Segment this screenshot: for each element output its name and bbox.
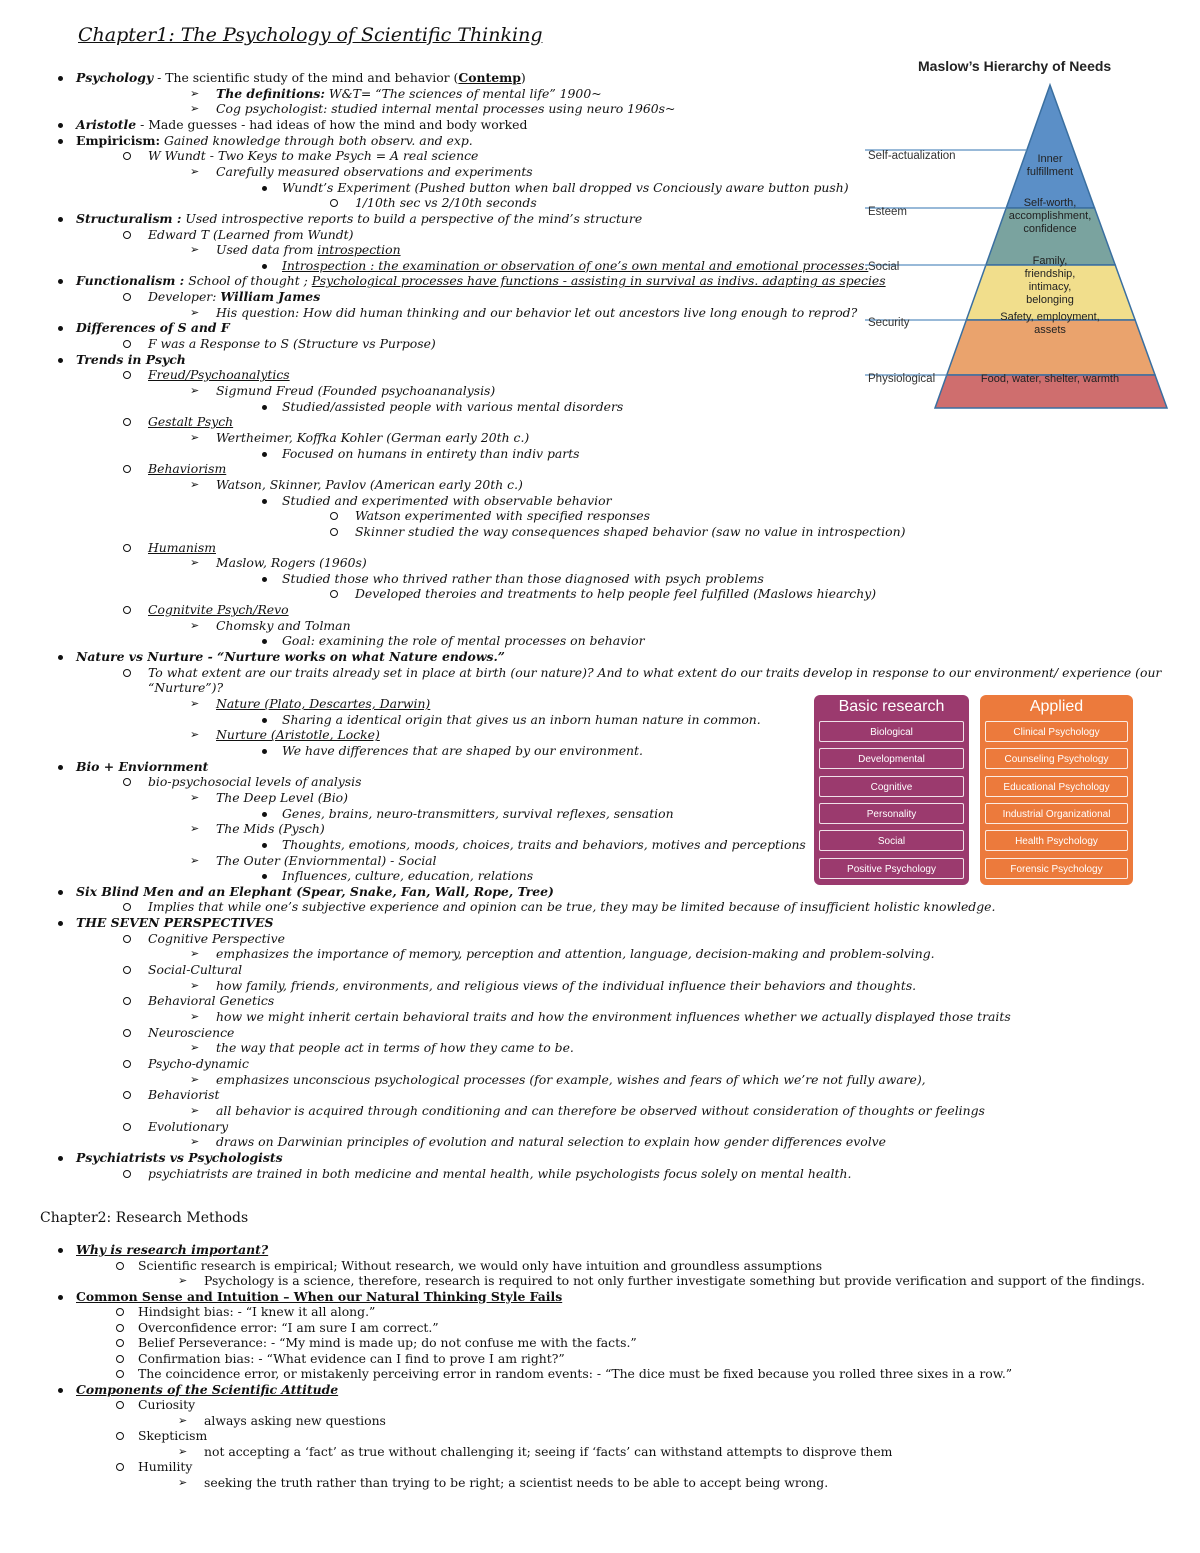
- maslow-level-name: Social: [868, 261, 900, 273]
- note-text-part: introspection: [317, 242, 401, 258]
- note-text: [282, 446, 580, 462]
- note-text: [138, 1335, 637, 1351]
- applied-research-item: Clinical Psychology: [985, 721, 1128, 742]
- applied-research-box: [980, 695, 1133, 885]
- note-text: [148, 289, 320, 305]
- note-text: [216, 164, 533, 180]
- note-text: [76, 1150, 283, 1166]
- note-text: [216, 1134, 886, 1150]
- bullet-arrow-icon: ➢: [190, 822, 200, 836]
- note-text-part: Developer:: [148, 289, 221, 305]
- note-text: [355, 586, 876, 602]
- note-text-part: Sigmund Freud (Founded psychoananalysis): [216, 383, 496, 398]
- note-text: [282, 712, 761, 728]
- note-text-part: F was a Response to S (Structure vs Purpose): [148, 336, 436, 352]
- note-text: [138, 1428, 207, 1444]
- note-text: [148, 336, 436, 352]
- note-text: [148, 367, 290, 383]
- note-text: [76, 273, 886, 289]
- note-text-part: Nature vs Nurture - “Nurture works on what Nature endows.”: [76, 649, 505, 665]
- note-text-part: Confirmation bias: - “What evidence can I find to prove I am right?”: [138, 1350, 565, 1366]
- note-text: [138, 1351, 565, 1367]
- note-text: [148, 680, 223, 696]
- note-text-part: emphasizes the importance of memory, perception and attention, language, decision-making and problem-solving.: [216, 946, 935, 962]
- note-text-part: Chomsky and Tolman: [216, 617, 351, 633]
- note-text: [216, 978, 916, 994]
- note-text: [282, 493, 612, 509]
- maslow-level-description: Inner fulfillment: [1026, 153, 1074, 178]
- note-text-part: THE SEVEN PERSPECTIVES: [76, 915, 274, 931]
- note-text: [138, 1304, 375, 1320]
- note-text: [204, 1273, 1145, 1289]
- bullet-arrow-icon: ➢: [190, 978, 200, 992]
- bullet-arrow-icon: ➢: [190, 728, 200, 742]
- bullet-arrow-icon: ➢: [190, 1103, 200, 1117]
- basic-research-title: Basic research: [838, 698, 945, 715]
- note-text-part: Evolutionary: [148, 1118, 229, 1134]
- note-text: [355, 524, 905, 540]
- bullet-arrow-icon: ➢: [190, 384, 200, 397]
- note-text: [138, 1258, 822, 1274]
- bullet-arrow-icon: ➢: [178, 1444, 188, 1458]
- bullet-arrow-icon: ➢: [190, 430, 200, 444]
- note-text: [216, 1009, 1011, 1025]
- chapter1-title: Chapter1: The Psychology of Scientific Thinking: [78, 24, 543, 46]
- note-text-part: Studied and experimented with observable behavior: [282, 492, 612, 508]
- applied-research-title: Applied: [1029, 698, 1084, 715]
- note-text: [148, 602, 289, 618]
- note-text-part: Skinner studied the way consequences shaped behavior (saw no value in introspection): [355, 523, 906, 539]
- note-text-part: Nature (Plato, Descartes, Darwin): [216, 696, 431, 711]
- note-text: [282, 806, 674, 822]
- note-text: [148, 461, 226, 477]
- note-text-part: Studied those who thrived rather than those diagnosed with psych problems: [282, 570, 764, 586]
- note-text: [76, 211, 642, 227]
- bullet-arrow-icon: ➢: [190, 86, 200, 100]
- note-text-part: Nurture (Aristotle, Locke): [216, 727, 380, 743]
- note-text-part: The Outer (Enviornmental) - Social: [216, 852, 437, 868]
- note-text: [204, 1444, 892, 1460]
- note-text: [76, 1382, 338, 1398]
- note-text: [216, 430, 529, 446]
- note-text: [216, 1040, 574, 1056]
- note-text-part: Studied/assisted people with various mental disorders: [282, 398, 624, 414]
- note-text: [355, 195, 537, 211]
- note-text: [216, 1072, 926, 1088]
- note-text-part: Wundt’s Experiment (Pushed button when ball dropped vs Conciously aware button push): [282, 179, 849, 195]
- note-text-part: Empiricism:: [76, 132, 161, 148]
- note-text-part: Focused on humans in entirety than indiv parts: [282, 445, 580, 461]
- note-text: [282, 258, 868, 274]
- bullet-arrow-icon: ➢: [190, 697, 200, 710]
- note-text: [76, 649, 505, 665]
- note-text-part: Behaviorist: [148, 1087, 220, 1103]
- note-text-part: ): [520, 70, 526, 85]
- note-text-part: Neuroscience: [148, 1024, 235, 1040]
- note-text-part: Watson experimented with specified responses: [355, 508, 650, 524]
- note-text-part: Aristotle: [76, 116, 137, 132]
- note-text-part: - Made guesses - had ideas of how the mind and body worked: [136, 116, 528, 132]
- note-text-part: Behaviorism: [148, 461, 227, 477]
- note-text: [216, 242, 401, 258]
- note-text-part: His question: How did human thinking and our behavior let out ancestors live long enough to reprod?: [216, 304, 858, 320]
- bullet-arrow-icon: ➢: [190, 305, 200, 319]
- note-text-part: Goal: examining the role of mental processes on behavior: [282, 633, 645, 649]
- basic-research-item: Social: [819, 830, 964, 851]
- note-text-part: Humanism: [148, 539, 216, 555]
- note-text: [76, 133, 473, 149]
- note-text-part: Edward T (Learned from Wundt): [148, 226, 354, 242]
- note-text-part: W Wundt - Two Keys to make Psych = A real science: [148, 148, 479, 164]
- note-text: [216, 618, 351, 634]
- note-text: [216, 946, 935, 962]
- basic-research-item: Developmental: [819, 748, 964, 769]
- bullet-arrow-icon: ➢: [190, 618, 200, 632]
- maslow-level-name: Esteem: [868, 206, 907, 218]
- note-text: [216, 696, 430, 712]
- note-text-part: Psychology is a science, therefore, research is required to not only further investigate something but provide verification and support of the findings.: [204, 1273, 1145, 1288]
- note-text: [76, 70, 526, 86]
- basic-research-item: Positive Psychology: [819, 858, 964, 879]
- note-text: [282, 571, 764, 587]
- note-text-part: bio-psychosocial levels of analysis: [148, 774, 362, 790]
- note-text: [76, 884, 554, 900]
- note-text-part: Bio + Enviornment: [76, 758, 209, 774]
- note-text: [148, 1087, 219, 1103]
- note-text: [148, 414, 233, 430]
- note-text-part: Six Blind Men and an Elephant (Spear, Snake, Fan, Wall, Rope, Tree): [76, 883, 554, 899]
- note-text: [282, 633, 645, 649]
- note-text: [216, 305, 857, 321]
- maslow-level-description: Self-worth, accomplishment, confidence: [1008, 197, 1092, 235]
- note-text-part: W&T= “The sciences of mental life” 1900~: [324, 85, 602, 101]
- note-text-part: Genes, brains, neuro-transmitters, survival reflexes, sensation: [282, 805, 674, 821]
- basic-research-item: Cognitive: [819, 776, 964, 797]
- note-text-part: Skepticism: [138, 1428, 208, 1443]
- note-text: [138, 1397, 195, 1413]
- note-text-part: Watson, Skinner, Pavlov (American early 20th c.): [216, 476, 523, 492]
- note-text: [216, 101, 675, 117]
- note-text-part: seeking the truth rather than trying to be right; a scientist needs to be able to accept being wrong.: [204, 1474, 829, 1490]
- basic-research-item: Biological: [819, 721, 964, 742]
- bullet-arrow-icon: ➢: [178, 1475, 188, 1489]
- note-text: [282, 837, 806, 853]
- note-text-part: Belief Perseverance: - “My mind is made up; do not confuse me with the facts.”: [138, 1335, 637, 1350]
- applied-research-item: Educational Psychology: [985, 776, 1128, 797]
- note-text-part: Trends in Psych: [76, 351, 186, 367]
- note-text-part: Behavioral Genetics: [148, 993, 275, 1009]
- note-text-part: Cog psychologist: studied internal mental processes using neuro 1960s~: [216, 101, 676, 117]
- note-text: [216, 477, 523, 493]
- note-text: [138, 1459, 192, 1475]
- note-text-part: Psychiatrists vs Psychologists: [76, 1149, 283, 1165]
- note-text-part: Psychological processes have functions - assisting in survival as indivs. adapting as species: [311, 273, 886, 289]
- note-text-part: Sharing a identical origin that gives us an inborn human nature in common.: [282, 711, 761, 727]
- note-text: [148, 1025, 234, 1041]
- note-text: [148, 665, 1161, 681]
- applied-research-item: Forensic Psychology: [985, 858, 1128, 879]
- note-text-part: Introspection : the examination or observation of one’s own mental and emotional processes.: [282, 257, 869, 273]
- chapter2-title: Chapter2: Research Methods: [40, 1210, 249, 1226]
- note-text: [282, 743, 643, 759]
- note-text: [282, 399, 623, 415]
- note-text: [148, 148, 478, 164]
- note-text: [216, 383, 495, 399]
- maslow-level-description: Safety, employment, assets: [1000, 311, 1100, 336]
- maslow-tier: [1006, 85, 1094, 208]
- note-text: [138, 1366, 1012, 1382]
- note-text: [76, 759, 208, 775]
- note-text-part: Gestalt Psych: [148, 414, 234, 430]
- note-text-part: Why is research important?: [76, 1242, 269, 1257]
- note-text: [216, 86, 602, 102]
- note-text-part: draws on Darwinian principles of evolution and natural selection to explain how gender differences evolve: [216, 1134, 886, 1150]
- note-text: [148, 540, 216, 556]
- note-text-part: Carefully measured observations and experiments: [216, 163, 533, 179]
- bullet-arrow-icon: ➢: [190, 1135, 200, 1149]
- maslow-level-description: Food, water, shelter, warmth: [980, 373, 1120, 385]
- note-text-part: Used data from: [216, 242, 318, 258]
- bullet-arrow-icon: ➢: [190, 243, 200, 257]
- note-text: [148, 774, 362, 790]
- note-text-part: Overconfidence error: “I am sure I am correct.”: [138, 1319, 439, 1335]
- note-text: [76, 1242, 268, 1258]
- note-text-part: Common Sense and Intuition – When our Natural Thinking Style Fails: [76, 1288, 563, 1304]
- applied-research-item: Counseling Psychology: [985, 748, 1128, 769]
- bullet-arrow-icon: ➢: [190, 1041, 200, 1055]
- note-text-part: Influences, culture, education, relations: [282, 868, 534, 884]
- note-text-part: - The scientific study of the mind and behavior (: [153, 70, 459, 85]
- note-text-part: The definitions:: [216, 85, 325, 101]
- basic-research-box: [814, 695, 969, 885]
- note-text-part: the way that people act in terms of how they came to be.: [216, 1040, 574, 1056]
- note-text-part: Structuralism :: [76, 210, 182, 226]
- bullet-arrow-icon: ➢: [178, 1274, 188, 1287]
- maslow-title: Maslow’s Hierarchy of Needs: [918, 58, 1112, 74]
- note-text: [216, 727, 380, 743]
- bullet-arrow-icon: ➢: [190, 1010, 200, 1023]
- bullet-arrow-icon: ➢: [190, 1072, 200, 1086]
- note-text-part: Gained knowledge through both observ. and exp.: [160, 132, 473, 148]
- note-text-part: Functionalism :: [76, 273, 185, 289]
- applied-research-item: Industrial Organizational: [985, 803, 1128, 824]
- note-text-part: how family, friends, environments, and religious views of the individual influence their behaviors and thoughts.: [216, 977, 917, 993]
- basic-research-item: Personality: [819, 803, 964, 824]
- maslow-pyramid: [860, 80, 1180, 415]
- bullet-arrow-icon: ➢: [190, 477, 200, 491]
- bullet-arrow-icon: ➢: [190, 102, 200, 116]
- note-text-part: Maslow, Rogers (1960s): [216, 555, 367, 571]
- note-text: [148, 931, 285, 947]
- note-text: [282, 180, 849, 196]
- note-text-part: Wertheimer, Koffka Kohler (German early 20th c.): [216, 429, 530, 445]
- note-text-part: Used introspective reports to build a perspective of the mind’s structure: [181, 210, 643, 226]
- note-text-part: Cognitive Perspective: [148, 930, 285, 946]
- note-text: [76, 320, 230, 336]
- note-text: [355, 508, 650, 524]
- bullet-arrow-icon: ➢: [178, 1413, 188, 1427]
- note-text: [216, 555, 367, 571]
- maslow-level-name: Self-actualization: [868, 150, 956, 162]
- bullet-arrow-icon: ➢: [190, 164, 200, 178]
- note-text-part: not accepting a ‘fact’ as true without challenging it; seeing if ‘facts’ can withstand attempts to disprove them: [204, 1443, 893, 1459]
- note-text: [148, 1056, 249, 1072]
- bullet-arrow-icon: ➢: [190, 853, 200, 867]
- note-text: [76, 352, 186, 368]
- note-text: [282, 868, 533, 884]
- note-text: [76, 117, 527, 133]
- maslow-level-name: Physiological: [868, 373, 936, 385]
- note-text: [148, 899, 995, 915]
- note-text: [138, 1320, 439, 1336]
- note-text-part: Humility: [138, 1459, 193, 1474]
- note-text-part: how we might inherit certain behavioral traits and how the environment influences whether we actually displayed those traits: [216, 1009, 1011, 1024]
- note-text: [148, 993, 274, 1009]
- note-text-part: Thoughts, emotions, moods, choices, traits and behaviors, motives and perceptions: [282, 836, 806, 852]
- note-text-part: Psychology: [76, 70, 154, 85]
- note-text: [216, 790, 348, 806]
- note-text-part: Cognitvite Psych/Revo: [148, 602, 289, 618]
- note-text: [216, 853, 437, 869]
- note-text-part: psychiatrists are trained in both medicine and mental health, while psychologists focus solely on mental health.: [148, 1165, 852, 1181]
- note-text: [216, 1103, 985, 1119]
- note-text-part: Hindsight bias: - “I knew it all along.”: [138, 1304, 376, 1319]
- note-text-part: William James: [220, 289, 321, 305]
- note-text-part: always asking new questions: [204, 1412, 386, 1428]
- note-text-part: 1/10th sec vs 2/10th seconds: [355, 195, 537, 211]
- note-text: [148, 1119, 228, 1135]
- maslow-level-name: Security: [868, 317, 910, 329]
- note-text-part: Implies that while one’s subjective experience and opinion can be true, they may be limited because of insufficient holistic knowledge.: [148, 899, 996, 915]
- note-text: [148, 227, 353, 243]
- note-text-part: all behavior is acquired through conditioning and can therefore be observed without consideration of thoughts or feelings: [216, 1102, 985, 1118]
- note-text: [148, 962, 242, 978]
- bullet-arrow-icon: ➢: [190, 790, 200, 804]
- note-text-part: Contemp: [458, 70, 521, 85]
- maslow-level-description: Family, friendship, intimacy, belonging: [1024, 255, 1076, 306]
- note-text-part: The Deep Level (Bio): [216, 789, 348, 805]
- note-text-part: emphasizes unconscious psychological processes (for example, wishes and fears of which we’re not fully aware),: [216, 1071, 926, 1087]
- applied-research-item: Health Psychology: [985, 830, 1128, 851]
- note-text-part: Differences of S and F: [76, 320, 230, 336]
- bullet-arrow-icon: ➢: [190, 947, 200, 961]
- note-text-part: Developed theroies and treatments to help people feel fulfilled (Maslows hiearchy): [355, 586, 877, 602]
- note-text: [148, 1166, 851, 1182]
- note-text-part: To what extent are our traits already set in place at birth (our nature)? And to what extent do our traits develop in response to our environment/ experience (our: [148, 664, 1162, 680]
- note-text-part: We have differences that are shaped by our environment.: [282, 742, 643, 758]
- note-text-part: School of thought ;: [184, 273, 312, 289]
- note-text-part: “Nurture”)?: [148, 680, 224, 696]
- note-text-part: Components of the Scientific Attitude: [76, 1381, 339, 1397]
- note-text-part: Curiosity: [138, 1397, 196, 1412]
- note-text-part: The coincidence error, or mistakenly perceiving error in random events: - “The dice must be fixed because you rolled three sixes in a row.”: [138, 1366, 1013, 1381]
- note-text: [204, 1413, 386, 1429]
- note-text: [216, 821, 325, 837]
- note-text-part: Freud/Psychoanalytics: [148, 367, 290, 383]
- note-text: [76, 1289, 562, 1305]
- note-text-part: Psycho-dynamic: [148, 1055, 249, 1071]
- note-text-part: Social-Cultural: [148, 962, 243, 978]
- bullet-arrow-icon: ➢: [190, 556, 200, 570]
- note-text-part: The Mids (Pysch): [216, 821, 325, 837]
- note-text-part: Scientific research is empirical; Without research, we would only have intuition and groundless assumptions: [138, 1257, 823, 1273]
- note-text: [76, 915, 273, 931]
- note-text: [204, 1475, 828, 1491]
